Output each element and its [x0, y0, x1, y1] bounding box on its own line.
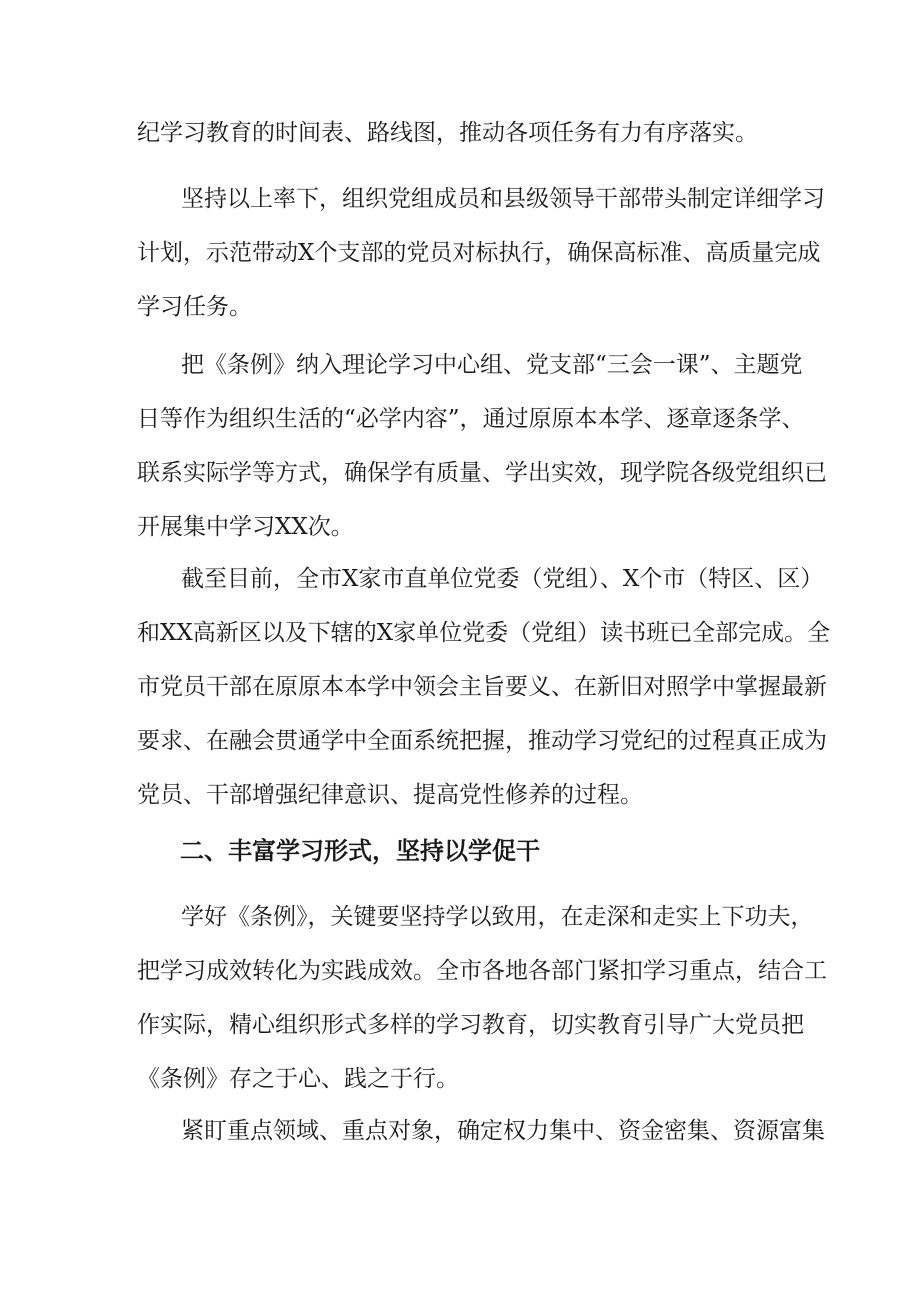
- text-line: 计划，示范带动X个支部的党员对标执行，确保高标准、高质量完成: [137, 240, 821, 266]
- text-line: 作实际，精心组织形式多样的学习教育，切实教育引导广大党员把: [137, 1012, 804, 1038]
- paragraph-apply-learning: [137, 890, 827, 1106]
- paragraph-regulations-study: [137, 338, 827, 554]
- text-line: 紧盯重点领域、重点对象，确定权力集中、资金密集、资源富集: [181, 1118, 825, 1144]
- text-line: 市党员干部在原原本本学中领会主旨要义、在新旧对照学中掌握最新: [137, 674, 827, 700]
- text-line: 《条例》存之于心、践之于行。: [137, 1066, 459, 1092]
- text-line: 把学习成效转化为实践成效。全市各地各部门紧扣学习重点，结合工: [137, 958, 827, 984]
- paragraph-leading-by-example: [137, 172, 825, 334]
- text-line: 把《条例》纳入理论学习中心组、党支部“三会一课”、主题党: [181, 352, 803, 378]
- text-line: 要求、在融会贯通学中全面系统把握，推动学习党纪的过程真正成为: [137, 728, 827, 754]
- section-heading: 二、丰富学习形式，坚持以学促干: [180, 837, 540, 865]
- text-line: 学习任务。: [137, 294, 252, 320]
- text-line: 截至目前，全市X家市直单位党委（党组）、X个市（特区、区）: [181, 566, 824, 592]
- text-line: 开展集中学习XX次。: [137, 514, 354, 540]
- text-line: 和XX高新区以及下辖的X家单位党委（党组）读书班已全部完成。全: [137, 620, 831, 646]
- text-line: 联系实际学等方式，确保学有质量、学出实效，现学院各级党组织已: [137, 460, 827, 486]
- paragraph-continuation: [137, 106, 797, 160]
- text-line: 日等作为组织生活的“必学内容”，通过原原本本学、逐章逐条学、: [137, 406, 805, 432]
- text-line: 学好《条例》，关键要坚持学以致用，在走深和走实上下功夫，: [181, 904, 814, 930]
- text-line: 坚持以上率下，组织党组成员和县级领导干部带头制定详细学习: [181, 186, 825, 212]
- paragraph-key-areas: [137, 1104, 825, 1158]
- text-line: 党员、干部增强纪律意识、提高党性修养的过程。: [137, 782, 643, 808]
- text-line: 纪学习教育的时间表、路线图，推动各项任务有力有序落实。: [137, 120, 758, 146]
- paragraph-progress-to-date: [137, 552, 831, 822]
